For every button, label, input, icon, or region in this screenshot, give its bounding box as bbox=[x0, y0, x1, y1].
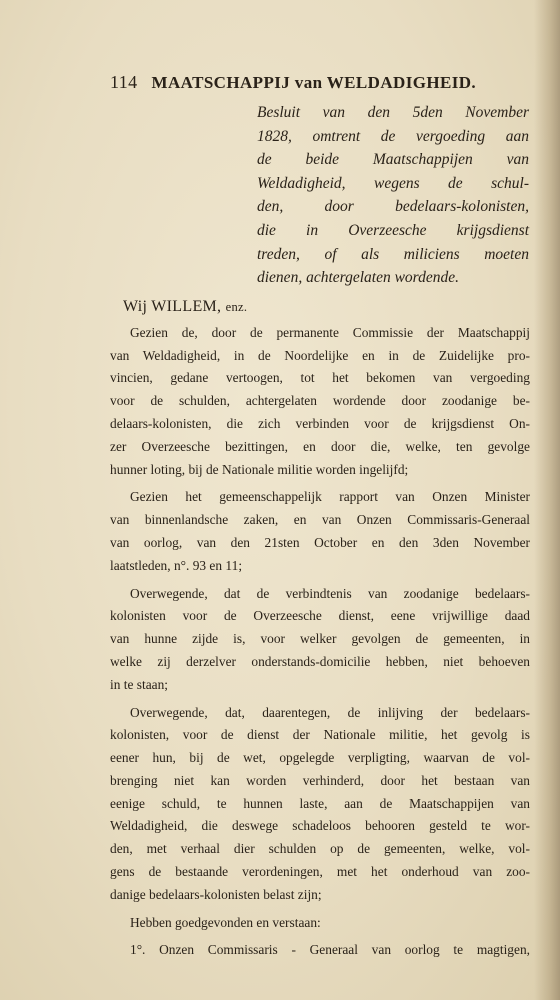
text-line: Hebben goedgevonden en verstaan: bbox=[130, 914, 321, 930]
text-line: vincien, gedane vertoogen, tot het bekomen van vergoeding bbox=[110, 370, 530, 386]
text-line: in te staan; bbox=[110, 676, 169, 692]
text-line: van binnenlandsche zaken, en van Onzen Commissaris-Generaal bbox=[110, 512, 530, 528]
royal-address-enz: enz. bbox=[225, 299, 248, 314]
body-text bbox=[110, 322, 530, 963]
paragraph bbox=[110, 486, 530, 577]
page-number: 114 bbox=[110, 72, 138, 92]
text-line: Overwegende, dat de verbindtenis van zoodanige bedelaars- bbox=[130, 585, 530, 601]
paragraph bbox=[110, 939, 530, 962]
text-line: kolonisten voor de Overzeesche dienst, eene vrijwillige daad bbox=[110, 608, 530, 624]
text-line: Gezien de, door de permanente Commissie der Maatschappij bbox=[130, 324, 530, 340]
page-content bbox=[110, 72, 530, 962]
text-line: kolonisten, voor de dienst der Nationale militie, het gevolg is bbox=[110, 727, 530, 743]
text-line: van oorlog, van den 21sten October en den 3den November bbox=[110, 534, 530, 550]
decree-heading-line: Besluit van den 5den November bbox=[257, 104, 529, 121]
decree-heading bbox=[257, 101, 529, 290]
decree-heading-line: die in Overzeesche krijgsdienst bbox=[257, 221, 529, 239]
decree-heading-line: dienen, achtergelaten wordende. bbox=[257, 269, 460, 287]
text-line: zer Overzeesche bezittingen, en door die, welke, ten gevolge bbox=[110, 438, 530, 454]
text-line: den, met verhaal dier schulden op de gemeenten, welke, vol- bbox=[110, 841, 530, 857]
paragraph bbox=[110, 912, 530, 935]
text-line: gens de bestaande verordeningen, met het onderhoud van zoo- bbox=[110, 864, 530, 880]
decree-heading-line: Weldadigheid, wegens de schul- bbox=[257, 174, 529, 192]
decree-heading-line: 1828, omtrent de vergoeding aan bbox=[257, 127, 529, 145]
text-line: Weldadigheid, die deswege schadeloos behooren gesteld te wor- bbox=[110, 818, 530, 834]
text-line: Overwegende, dat, daarentegen, de inlijving der bedelaars- bbox=[130, 704, 530, 720]
decree-heading-line: de beide Maatschappijen van bbox=[257, 151, 529, 169]
paragraph bbox=[110, 702, 530, 907]
text-line: brenging niet kan worden verhinderd, door het bestaan van bbox=[110, 772, 530, 788]
text-line: Gezien het gemeenschappelijk rapport van Onzen Minister bbox=[130, 489, 530, 505]
text-line: delaars-kolonisten, die zich verbinden voor de krijgsdienst On- bbox=[110, 415, 530, 431]
running-head-title: MAATSCHAPPIJ van WELDADIGHEID. bbox=[151, 73, 477, 92]
text-line: eenige schuld, te hunnen laste, aan de Maatschappijen van bbox=[110, 795, 530, 811]
paragraph bbox=[110, 583, 530, 697]
royal-address bbox=[123, 298, 530, 316]
text-line: van Weldadigheid, in de Noordelijke en in de Zuidelijke pro- bbox=[110, 347, 530, 363]
decree-heading-line: treden, of als miliciens moeten bbox=[257, 245, 529, 263]
paragraph bbox=[110, 322, 530, 482]
text-line: 1°. Onzen Commissaris - Generaal van oorlog te magtigen, bbox=[130, 942, 530, 958]
text-line: welke zij derzelver onderstands-domicilie hebben, niet behoeven bbox=[110, 653, 530, 669]
text-line: voor de schulden, achtergelaten wordende door zoodanige be- bbox=[110, 393, 530, 409]
text-line: eener hun, bij de wet, opgelegde verpligting, waarvan de vol- bbox=[110, 750, 530, 766]
page-gutter-shadow bbox=[534, 0, 560, 1000]
text-line: laatstleden, n°. 93 en 11; bbox=[110, 557, 243, 573]
decree-heading-line: den, door bedelaars-kolonisten, bbox=[257, 198, 529, 216]
text-line: danige bedelaars-kolonisten belast zijn; bbox=[110, 886, 322, 902]
text-line: van hunne zijde is, voor welker gevolgen de gemeenten, in bbox=[110, 631, 530, 647]
royal-address-name: Wij WILLEM, bbox=[123, 297, 222, 315]
running-head bbox=[110, 72, 530, 93]
text-line: hunner loting, bij de Nationale militie worden ingelijfd; bbox=[110, 461, 409, 477]
